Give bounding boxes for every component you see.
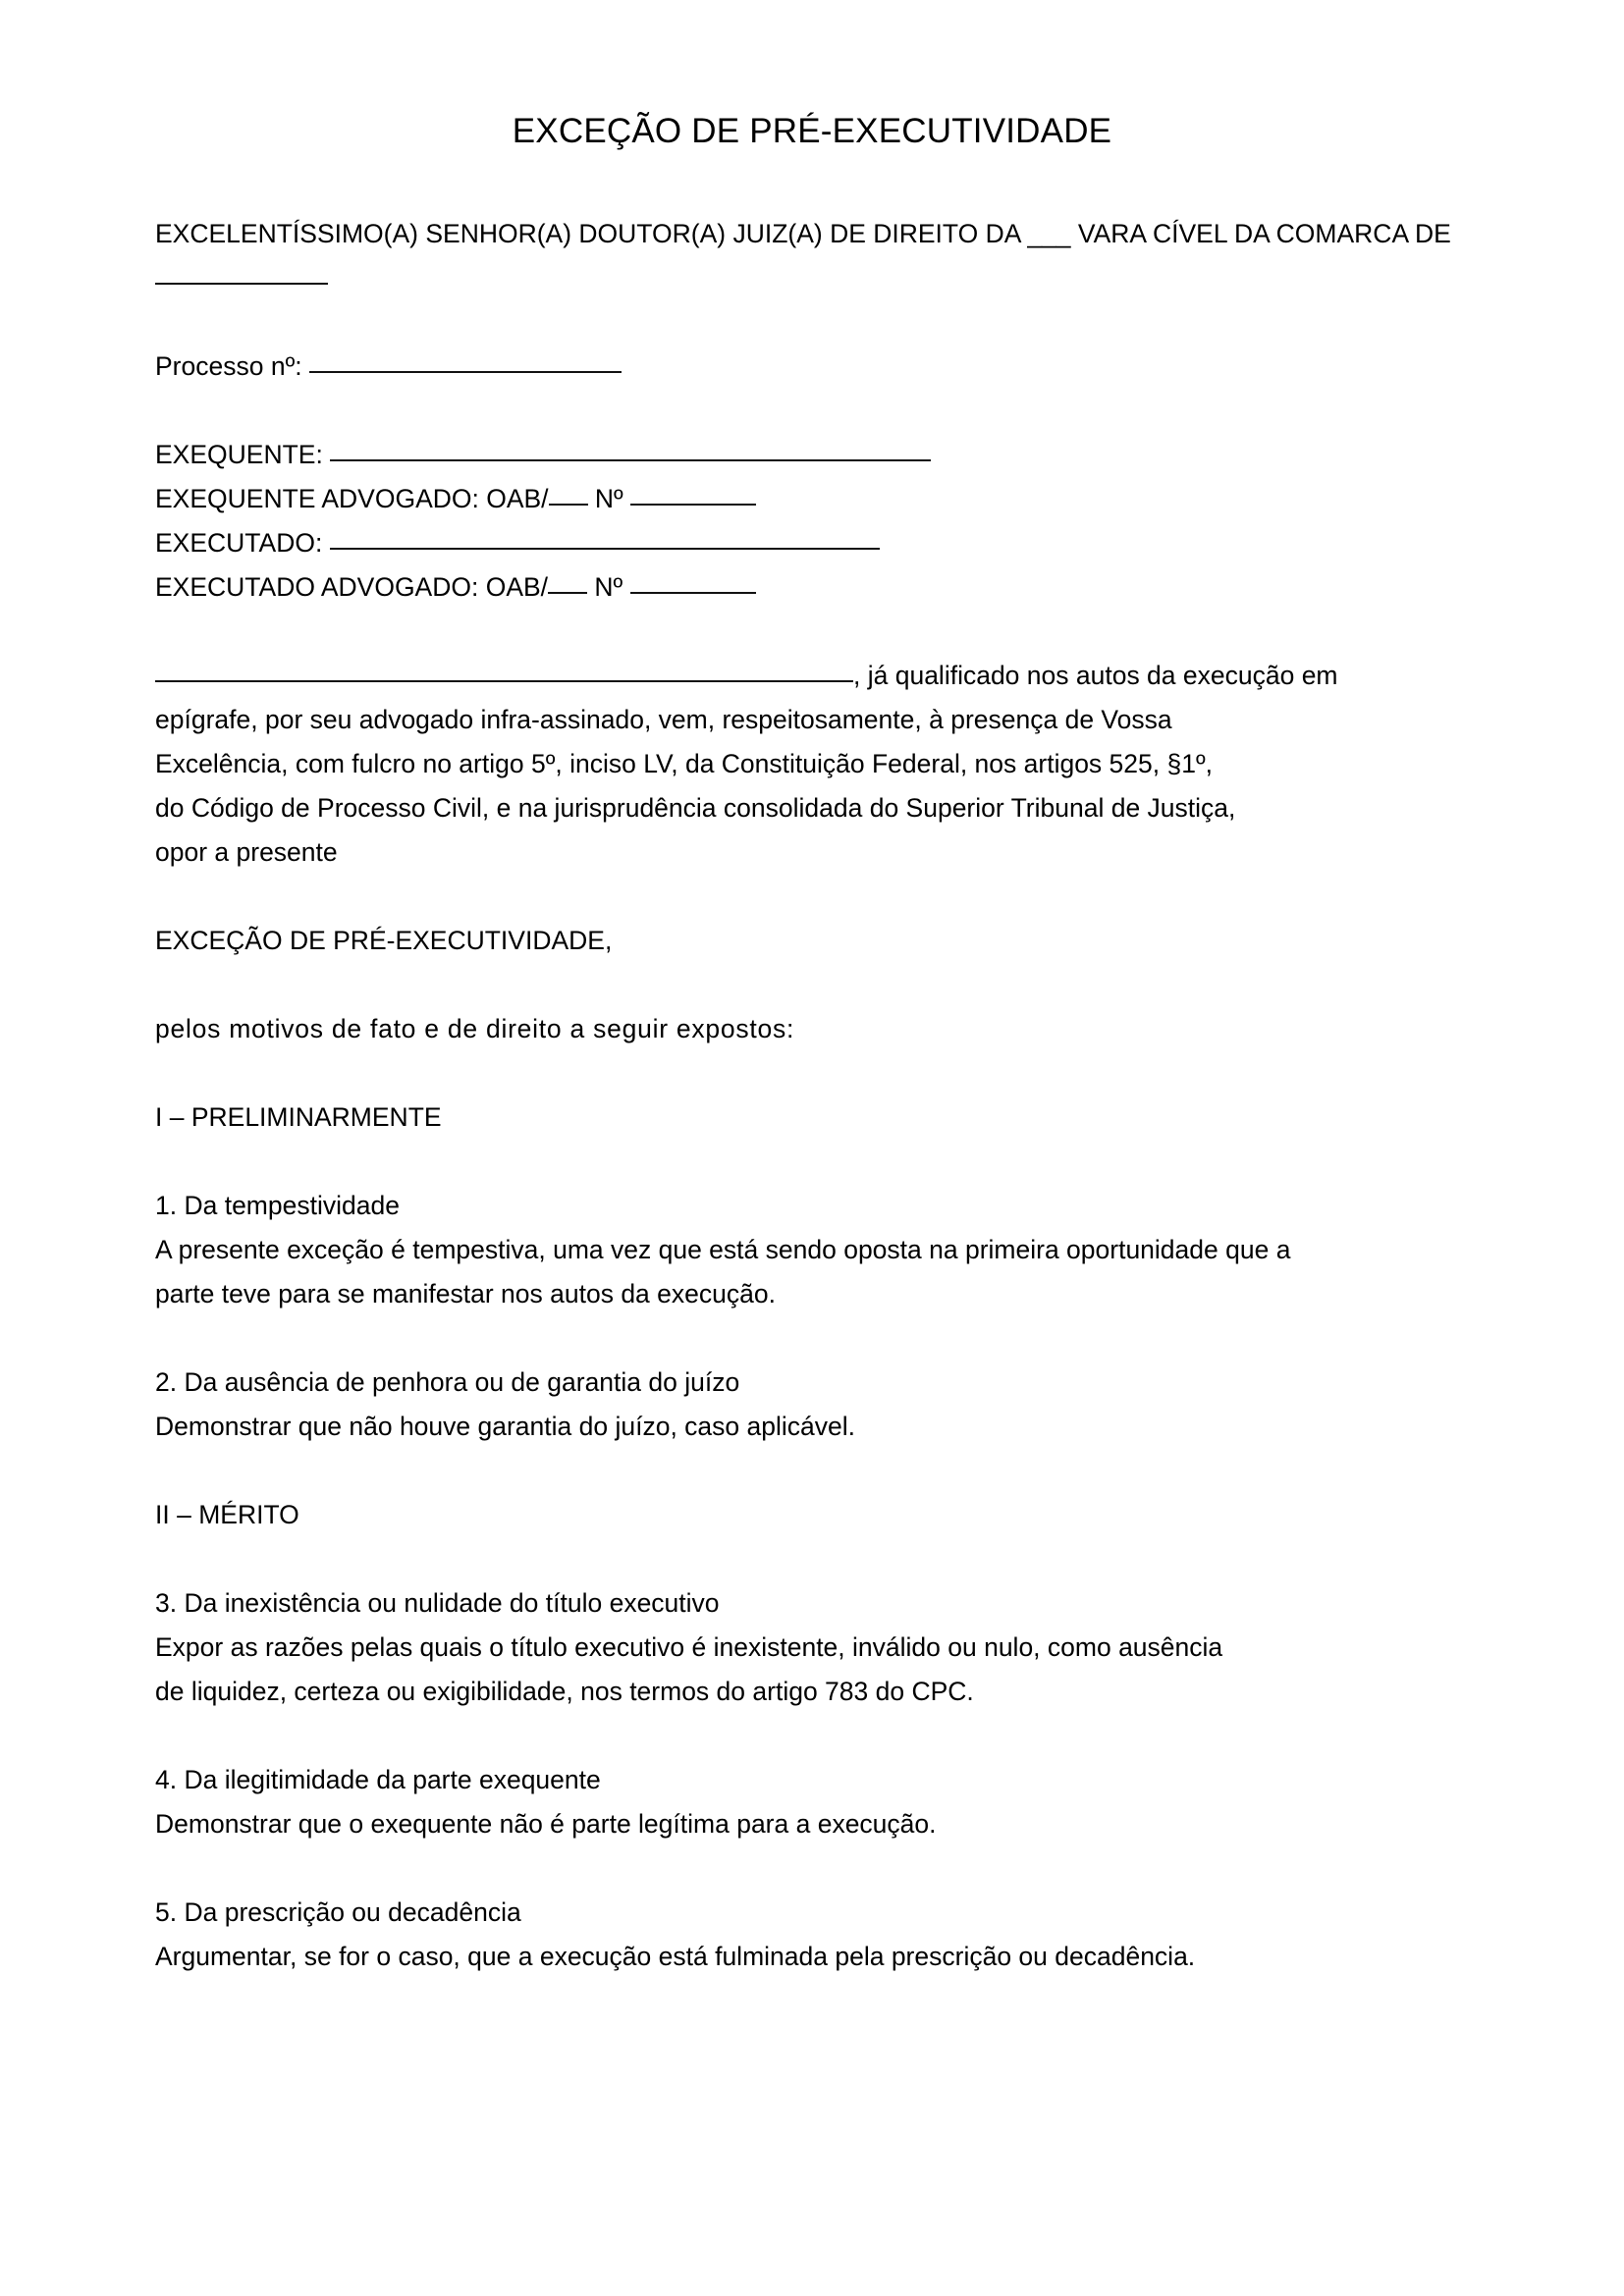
party-label-executado: EXECUTADO: xyxy=(155,528,323,558)
spacer xyxy=(155,1537,1549,1581)
exequente-oab-uf-rule[interactable] xyxy=(549,504,588,506)
exequente-oab-numero-rule[interactable] xyxy=(630,504,756,506)
preamble-line-4: do Código de Processo Civil, e na jurisprudência consolidada do Superior Tribunal de Justiça, xyxy=(155,793,1236,823)
spacer xyxy=(155,1316,1549,1361)
preamble-line-1 xyxy=(155,654,1549,698)
exequente-blank-rule[interactable] xyxy=(330,459,931,461)
section-heading-2: II – MÉRITO xyxy=(155,1500,299,1529)
petition-name: EXCEÇÃO DE PRÉ-EXECUTIVIDADE, xyxy=(155,926,613,955)
spacer xyxy=(155,1846,1549,1891)
exequente-oab-numero-label: Nº xyxy=(587,484,631,513)
section-heading-1: I – PRELIMINARMENTE xyxy=(155,1102,442,1132)
spacer xyxy=(155,1714,1549,1758)
item-body-3-line-1: Expor as razões pelas quais o título executivo é inexistente, inválido ou nulo, como ausência xyxy=(155,1632,1223,1662)
qualificacao-blank-rule[interactable] xyxy=(155,680,853,682)
item-body-4-line-1: Demonstrar que o exequente não é parte legítima para a execução. xyxy=(155,1809,937,1839)
case-number-block xyxy=(155,345,1549,389)
item-body-2-line-1: Demonstrar que não houve garantia do juízo, caso aplicável. xyxy=(155,1412,855,1441)
item-body-5-line-1: Argumentar, se for o caso, que a execução está fulminada pela prescrição ou decadência. xyxy=(155,1942,1196,1971)
preamble-line-3: Excelência, com fulcro no artigo 5º, inciso LV, da Constituição Federal, nos artigos 525, §1º, xyxy=(155,749,1214,778)
item-title-2: 2. Da ausência de penhora ou de garantia do juízo xyxy=(155,1367,740,1397)
spacer xyxy=(155,963,1549,1007)
preamble-line-1-text: , já qualificado nos autos da execução em xyxy=(853,661,1338,690)
spacer xyxy=(155,1449,1549,1493)
executado-oab-uf-rule[interactable] xyxy=(548,592,587,594)
party-row-exequente xyxy=(155,433,1549,477)
addressing-line-2 xyxy=(155,256,1549,300)
party-label-exequente: EXEQUENTE: xyxy=(155,440,323,469)
case-number-line xyxy=(155,345,1549,389)
item-body-1-line-1: A presente exceção é tempestiva, uma vez que está sendo oposta na primeira oportunidade que a xyxy=(155,1235,1291,1264)
spacer xyxy=(155,389,1549,433)
party-label-executado-advogado: EXECUTADO ADVOGADO: OAB/ xyxy=(155,572,549,602)
party-row-exequente-advogado xyxy=(155,477,1549,521)
preamble-block xyxy=(155,654,1549,875)
preamble-line-5: opor a presente xyxy=(155,837,338,867)
item-body-1-line-2: parte teve para se manifestar nos autos da execução. xyxy=(155,1279,776,1308)
item-title-1: 1. Da tempestividade xyxy=(155,1191,400,1220)
page-title: EXCEÇÃO DE PRÉ-EXECUTIVIDADE xyxy=(512,112,1112,150)
spacer xyxy=(155,1051,1549,1095)
item-title-3: 3. Da inexistência ou nulidade do título executivo xyxy=(155,1588,720,1618)
executado-blank-rule[interactable] xyxy=(330,548,880,550)
executado-oab-numero-rule[interactable] xyxy=(630,592,756,594)
spacer xyxy=(155,875,1549,919)
addressing-line-1-text: EXCELENTÍSSIMO(A) SENHOR(A) DOUTOR(A) JUIZ(A) DE DIREITO DA ___ VARA CÍVEL DA COMARCA DE xyxy=(155,219,1451,248)
case-number-label: Processo nº: xyxy=(155,351,302,381)
party-label-exequente-advogado: EXEQUENTE ADVOGADO: OAB/ xyxy=(155,484,549,513)
case-number-blank-rule[interactable] xyxy=(309,371,622,373)
executado-oab-numero-label: Nº xyxy=(587,572,630,602)
document-body xyxy=(155,212,1549,1979)
spacer xyxy=(155,1140,1549,1184)
motives-intro: pelos motivos de fato e de direito a seguir expostos: xyxy=(155,1014,795,1043)
parties-block xyxy=(155,433,1549,610)
addressing-line-1 xyxy=(155,212,1549,256)
party-row-executado-advogado xyxy=(155,565,1549,610)
preamble-line-2: epígrafe, por seu advogado infra-assinado, vem, respeitosamente, à presença de Vossa xyxy=(155,705,1172,734)
item-title-4: 4. Da ilegitimidade da parte exequente xyxy=(155,1765,601,1794)
item-body-3-line-2: de liquidez, certeza ou exigibilidade, nos termos do artigo 783 do CPC. xyxy=(155,1677,974,1706)
addressing-block xyxy=(155,212,1549,300)
item-title-5: 5. Da prescrição ou decadência xyxy=(155,1897,521,1927)
spacer xyxy=(155,300,1549,345)
spacer xyxy=(155,610,1549,654)
comarca-blank-rule[interactable] xyxy=(155,283,328,285)
party-row-executado xyxy=(155,521,1549,565)
